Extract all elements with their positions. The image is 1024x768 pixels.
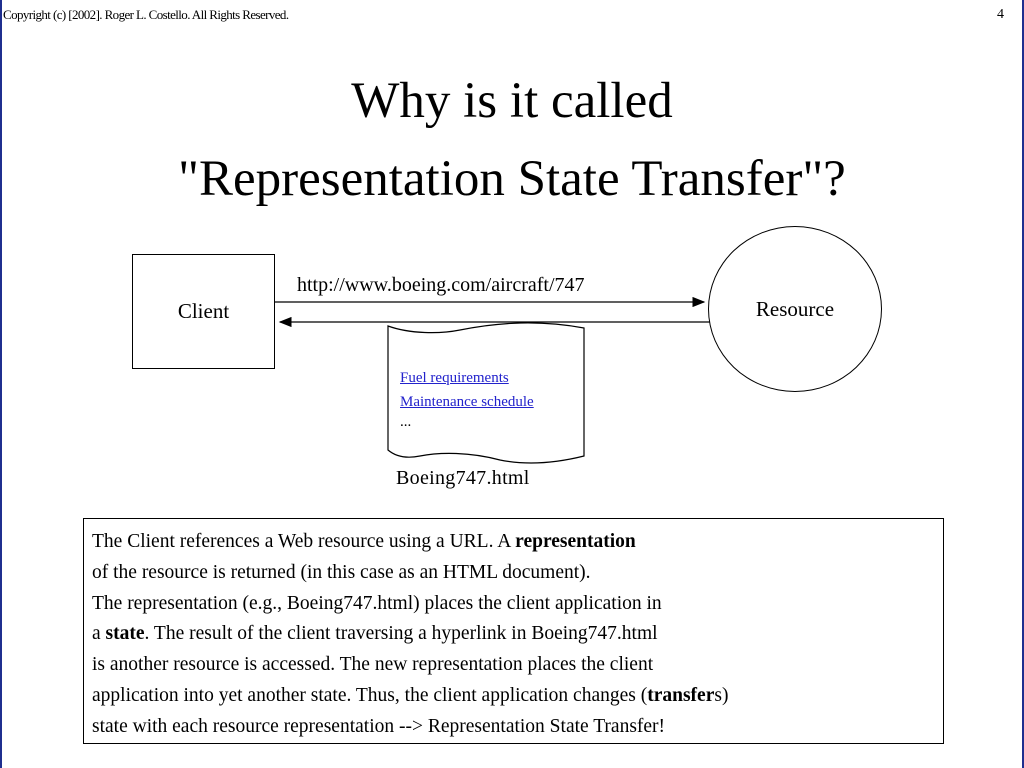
title-line-1: Why is it called [351, 73, 673, 129]
explanation-line-1 [92, 527, 943, 558]
client-label: Client [177, 299, 230, 323]
term-representation: representation [515, 531, 636, 552]
explanation-text: The Client references a Web resource using a URL. A [92, 531, 516, 552]
explanation-text: application into yet another state. Thus, the client application changes ( [92, 684, 648, 706]
explanation-box [83, 518, 944, 744]
explanation-line-5: is another resource is accessed. The new representation places the client [92, 654, 654, 676]
document-filename: Boeing747.html [396, 467, 530, 489]
explanation-line-3: The representation (e.g., Boeing747.html) places the client application in [92, 592, 662, 614]
explanation-text: s) [714, 684, 729, 706]
document-ellipsis: ... [400, 414, 412, 430]
page-number: 4 [997, 7, 1004, 22]
explanation-line-2: of the resource is returned (in this case as an HTML document). [92, 561, 591, 583]
term-transfer: transfer [647, 684, 715, 706]
document-content [400, 366, 534, 430]
explanation-line-6 [92, 681, 943, 712]
client-box [132, 254, 275, 369]
copyright-notice: Copyright (c) [2002]. Roger L. Costello. All Rights Reserved. [3, 7, 289, 22]
link-fuel-requirements[interactable]: Fuel requirements [400, 370, 509, 386]
explanation-text: . The result of the client traversing a hyperlink in Boeing747.html [144, 623, 658, 645]
url-label: http://www.boeing.com/aircraft/747 [297, 274, 585, 296]
explanation-text: a [92, 623, 106, 645]
explanation-line-7: state with each resource representation --> Representation State Transfer! [92, 715, 666, 737]
term-state: state [105, 623, 145, 645]
title-line-2: "Representation State Transfer"? [178, 151, 846, 207]
explanation-line-4 [92, 619, 943, 650]
resource-circle [708, 226, 882, 392]
resource-label: Resource [755, 296, 835, 321]
link-maintenance-schedule[interactable]: Maintenance schedule [400, 394, 534, 410]
